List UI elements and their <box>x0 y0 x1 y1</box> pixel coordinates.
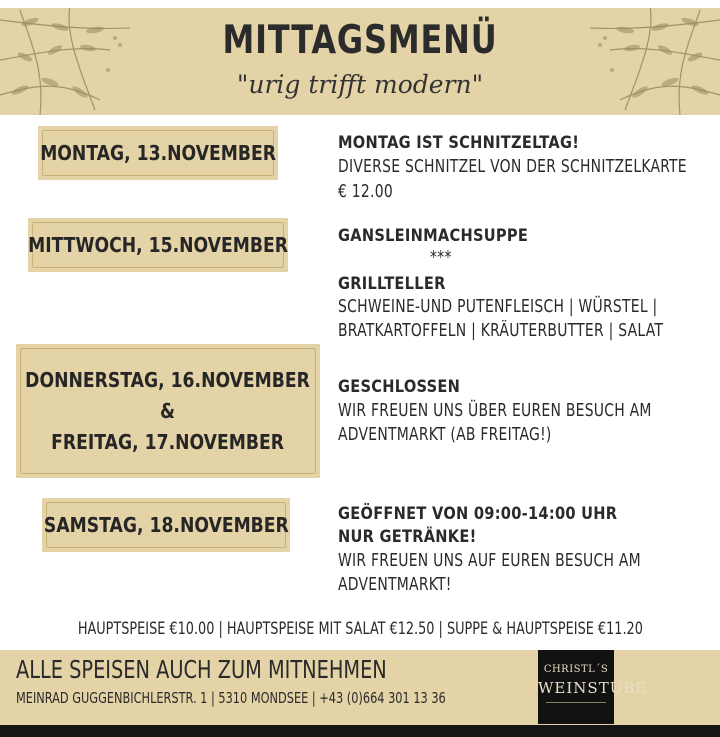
page-subtitle: "urig trifft modern" <box>236 70 484 99</box>
header-banner <box>0 0 720 115</box>
price-summary: HAUPTSPEISE €10.00 | HAUPTSPEISE MIT SALAT €12.50 | SUPPE & HAUPTSPEISE €11.20 <box>77 619 643 639</box>
top-strip <box>0 0 720 8</box>
day-label-saturday <box>42 498 290 552</box>
day-label-text: MITTWOCH, 15.NOVEMBER <box>28 233 288 257</box>
menu-monday-heading: MONTAG IST SCHNITZELTAG! <box>338 133 580 153</box>
menu-saturday-hours: GEÖFFNET VON 09:00-14:00 UHR <box>338 504 618 524</box>
page-title: MITTAGSMENÜ <box>222 18 498 63</box>
menu-closed-line: ADVENTMARKT (AB FREITAG!) <box>338 424 552 445</box>
day-label-line: & <box>160 398 176 423</box>
day-label-line: FREITAG, 17.NOVEMBER <box>51 429 285 454</box>
menu-wednesday-soup: GANSLEINMACHSUPPE <box>338 226 529 246</box>
menu-monday-price: € 12.00 <box>338 181 393 202</box>
restaurant-logo <box>538 650 648 724</box>
contact-address: MEINRAD GUGGENBICHLERSTR. 1 | 5310 MONDSEE | +43 (0)664 301 13 36 <box>16 689 446 707</box>
day-label-text: MONTAG, 13.NOVEMBER <box>40 141 276 165</box>
logo-line-2: WEINSTUBE <box>538 679 648 697</box>
day-label-line: DONNERSTAG, 16.NOVEMBER <box>25 367 311 392</box>
menu-wednesday-main: GRILLTELLER <box>338 274 446 294</box>
day-label-thursday-friday <box>16 344 320 478</box>
menu-closed-line: WIR FREUEN UNS ÜBER EUREN BESUCH AM <box>338 400 652 421</box>
menu-monday-line: DIVERSE SCHNITZEL VON DER SCHNITZELKARTE <box>338 156 687 177</box>
logo-line-1: CHRISTL´S <box>543 664 609 675</box>
menu-separator: *** <box>430 247 452 268</box>
menu-saturday-drinks: NUR GETRÄNKE! <box>338 527 477 547</box>
footer-banner <box>0 650 720 725</box>
day-label-wednesday <box>28 218 288 272</box>
takeaway-notice: ALLE SPEISEN AUCH ZUM MITNEHMEN <box>16 655 387 684</box>
menu-saturday-line: WIR FREUEN UNS AUF EUREN BESUCH AM <box>338 550 641 571</box>
logo-divider <box>546 702 606 703</box>
day-label-text: SAMSTAG, 18.NOVEMBER <box>43 513 289 537</box>
bottom-strip <box>0 725 720 737</box>
menu-closed-heading: GESCHLOSSEN <box>338 377 461 397</box>
day-label-multiline <box>26 365 311 458</box>
menu-saturday-line: ADVENTMARKT! <box>338 574 452 595</box>
menu-wednesday-line: SCHWEINE-UND PUTENFLEISCH | WÜRSTEL | <box>338 296 658 317</box>
day-label-monday <box>38 126 278 180</box>
menu-wednesday-line: BRATKARTOFFELN | KRÄUTERBUTTER | SALAT <box>338 320 664 341</box>
